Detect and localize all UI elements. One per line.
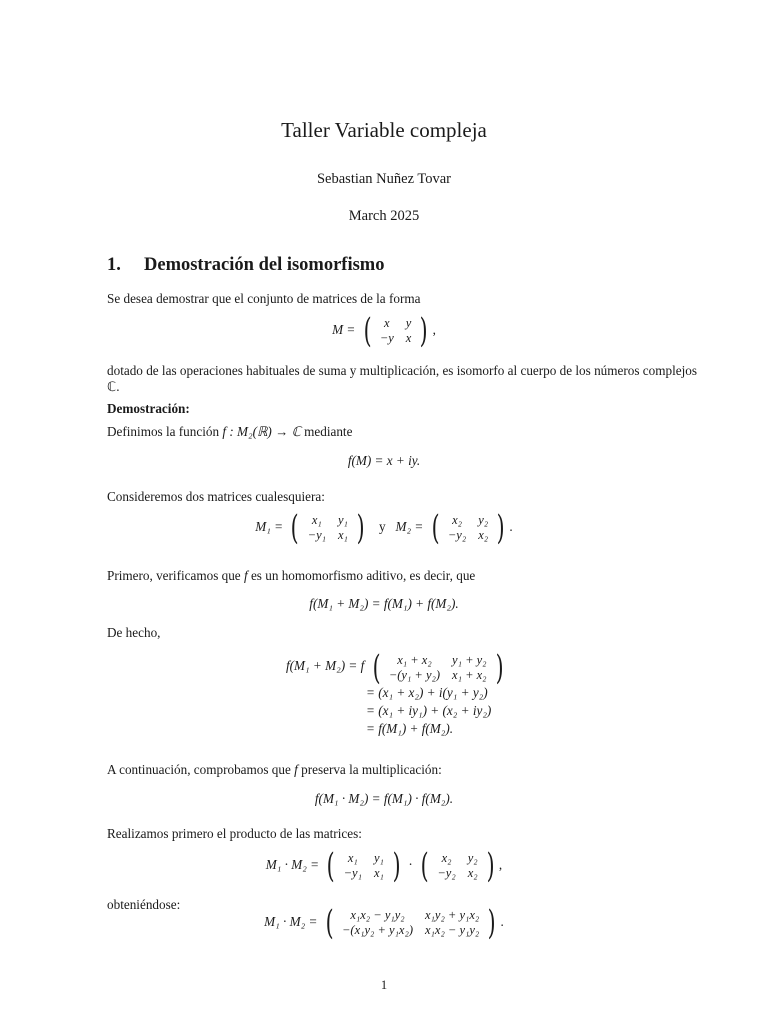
paragraph-two-matrices: Consideremos dos matrices cualesquiera: (107, 489, 325, 504)
matrix-cell: y₁ + y₂ (452, 652, 487, 667)
paragraph-de-hecho: De hecho, (107, 625, 161, 640)
paragraph-additive (107, 568, 697, 584)
matrix-cell: y (405, 316, 412, 330)
inline-math: f : M₂(ℝ) → ℂ (222, 424, 301, 439)
aligned-sum-derivation (286, 648, 508, 738)
math-text: = (x₁ + iy₁) + (x₂ + iy₂) (366, 703, 492, 718)
text-span: preserva la multiplicación: (297, 762, 442, 777)
inline-math: f (294, 762, 298, 777)
matrix-cell: x (405, 331, 412, 345)
align-line (286, 720, 508, 738)
eq-lhs: M₂ = (395, 519, 424, 535)
dot-operator: · (408, 857, 413, 873)
matrix-cell: −(x₁y₂ + y₁x₂) (341, 923, 413, 937)
matrix-sum: ( x₁ + x₂ y₁ + y₂ −(y₁ + y₂) x₁ + x₂ ) (372, 647, 504, 688)
section-heading (107, 255, 384, 276)
matrix-M1: ( x₁ y₁ −y₁ x₁ ) (326, 846, 401, 886)
matrix-M2: ( x₂ y₂ −y₂ x₂ ) (420, 846, 495, 886)
matrix-cell: x₂ (467, 866, 478, 880)
align-line (286, 684, 508, 702)
paragraph-obteniendose: obteniéndose: (107, 897, 181, 912)
matrix-cell: x₁x₂ − y₁y₂ (350, 908, 405, 922)
matrix-result: ( x₁x₂ − y₁y₂ x₁y₂ + y₁x₂ −(x₁y₂ + y₁x₂) x₁x₂ − y₁y₂ ) (325, 903, 496, 943)
text-span: A continuación, comprobamos que (107, 762, 295, 777)
equation-f-formula (0, 453, 768, 469)
eq-lhs: M = (332, 322, 356, 338)
eq-lhs: M₁ · M₂ = (264, 914, 318, 930)
align-line (286, 647, 508, 688)
inline-math: f (243, 568, 248, 583)
text-span: Definimos la función (107, 424, 223, 439)
paragraph-intro: Se desea demostrar que el conjunto de matrices de la forma (107, 291, 421, 306)
eq-lhs: f(M₁ + M₂) = f (286, 658, 365, 673)
conjunction: y (379, 519, 386, 535)
proof-label: Demostración: (107, 401, 190, 416)
matrix-M2: ( x₂ y₂ −y₂ x₂ ) (431, 508, 505, 548)
matrix-cell: x₁ (337, 528, 348, 542)
matrix-cell: y₂ (478, 513, 489, 527)
eq-lhs: M₁ · M₂ = (265, 857, 320, 873)
matrix-cell: −y₁ (307, 528, 326, 542)
align-line (286, 702, 508, 720)
matrix-cell: x₁ (347, 851, 358, 865)
page-number: 1 (380, 978, 388, 992)
equation-matrix-form: M = ( x y −y x ) , (332, 311, 436, 351)
paragraph-product: Realizamos primero el producto de las matrices: (107, 826, 362, 841)
matrix-cell: −y₁ (343, 866, 362, 880)
matrix-cell: x₁ (311, 513, 322, 527)
matrix-cell: y₁ (373, 851, 384, 865)
math-text: f(M₁ + M₂) = f(M₁) + f(M₂). (309, 596, 459, 611)
matrix-cell: x₂ (452, 513, 462, 527)
equation-product: M₁ · M₂ = ( x₁ y₁ −y₁ x₁ ) · ( x₂ y₂ −y₂ x₂ ) , (265, 846, 503, 886)
matrix-cell: x₁ + x₂ (452, 667, 487, 682)
matrix-cell: x₂ (441, 851, 452, 865)
equation-M1-M2: M₁ = ( x₁ y₁ −y₁ x₁ ) y M₂ = ( x₂ y₂ −y₂ x₂ ) . (255, 508, 513, 548)
matrix-cell: x₂ (478, 528, 489, 542)
matrix-cell: y₂ (467, 851, 478, 865)
text-span: es un homomorfismo aditivo, es decir, que (247, 568, 476, 583)
equation-multiplicative (0, 791, 768, 807)
matrix-M1: ( x₁ y₁ −y₁ x₁ ) (291, 508, 365, 548)
matrix-cell: x₁ + x₂ (397, 652, 432, 667)
matrix-cell: x₁ (373, 866, 384, 880)
eq-lhs: M₁ = (255, 519, 284, 535)
matrix-cell: y₁ (337, 513, 348, 527)
section-number: 1. (107, 255, 121, 275)
matrix-cell: −(y₁ + y₂) (388, 667, 441, 682)
matrix-cell: −y₂ (447, 528, 467, 542)
section-title: Demostración del isomorfismo (144, 255, 385, 275)
math-text: = (x₁ + x₂) + i(y₁ + y₂) (366, 685, 488, 700)
equation-product-result: M₁ · M₂ = ( x₁x₂ − y₁y₂ x₁y₂ + y₁x₂ −(x₁y₂ + y₁x₂) x₁x₂ − y₁y₂ ) . (264, 903, 504, 943)
document-date: March 2025 (348, 208, 420, 224)
text-span: Primero, verificamos que (107, 568, 244, 583)
paragraph-multiplicative (107, 762, 697, 778)
matrix-cell: −y₂ (437, 866, 456, 880)
document-author: Sebastian Nuñez Tovar (316, 171, 451, 187)
paragraph-define-f (107, 424, 697, 440)
matrix-cell: x (384, 316, 390, 330)
matrix-cell: −y (379, 331, 394, 345)
math-text: = f(M₁) + f(M₂). (366, 721, 454, 736)
paragraph-isomorphic: dotado de las operaciones habituales de suma y multiplicación, es isomorfo al cuerpo de los números complejos ℂ. (107, 363, 697, 394)
document-title: Taller Variable compleja (281, 118, 487, 142)
equation-additive (0, 596, 768, 612)
math-text: f(M) = x + iy. (347, 453, 421, 468)
matrix-cell: x₁y₂ + y₁x₂ (425, 908, 480, 922)
matrix-cell: x₁x₂ − y₁y₂ (425, 923, 480, 937)
text-span: mediante (300, 424, 353, 439)
matrix-M: ( x y −y x ) (363, 311, 428, 351)
math-text: f(M₁ · M₂) = f(M₁) · f(M₂). (314, 791, 454, 806)
